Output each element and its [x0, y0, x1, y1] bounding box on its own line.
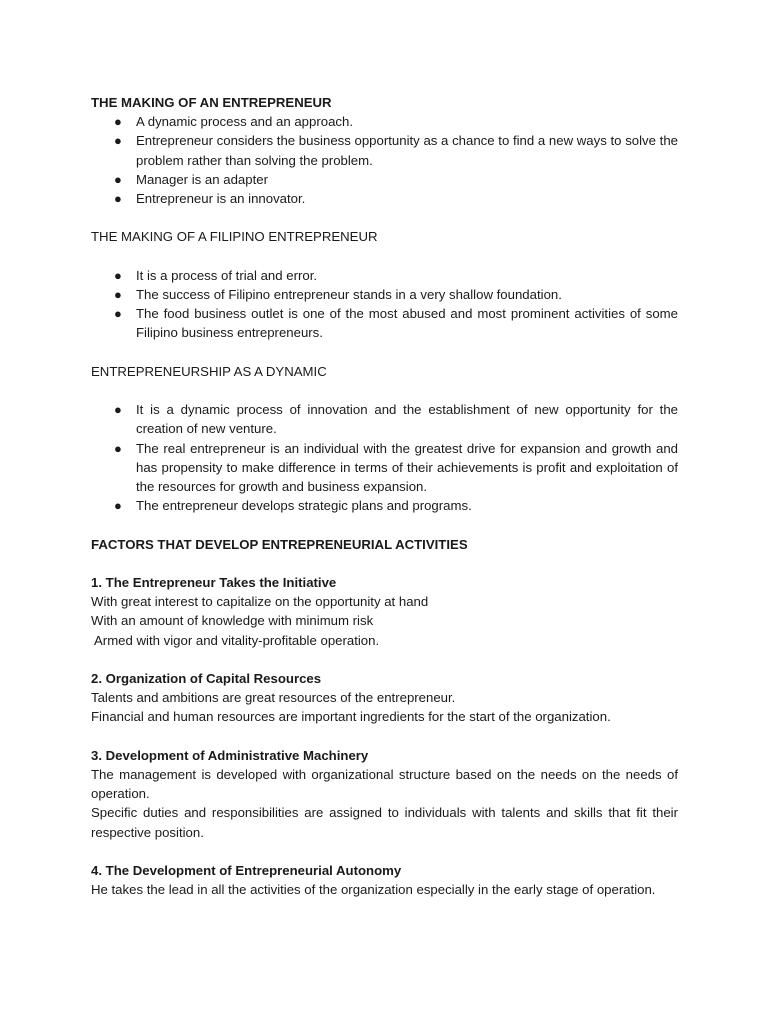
list-item: ● It is a process of trial and error.: [91, 266, 678, 285]
list-item: ● A dynamic process and an approach.: [91, 112, 678, 131]
list-item: ● The food business outlet is one of the most abused and most prominent activities of some Filipino business entrepreneurs.: [114, 306, 678, 341]
bullet-icon: ●: [114, 402, 122, 418]
factor-heading-2: 2. Organization of Capital Resources: [91, 670, 322, 686]
bullet-icon: ●: [114, 287, 122, 302]
factor-1-line-2: With an amount of knowledge with minimum risk: [91, 613, 374, 629]
bullet-icon: ●: [114, 133, 122, 149]
factor-heading-4: 4. The Development of Entrepreneurial Autonomy: [91, 862, 402, 878]
factor-heading-3: 3. Development of Administrative Machinery: [91, 747, 369, 763]
section-title-filipino-entrepreneur: THE MAKING OF A FILIPINO ENTREPRENEUR: [91, 229, 378, 245]
section-title-factors: FACTORS THAT DEVELOP ENTREPRENEURIAL ACTIVITIES: [91, 536, 468, 552]
bullet-list-entrepreneurship-dynamic: [91, 400, 678, 515]
factor-heading-1: 1. The Entrepreneur Takes the Initiative: [91, 574, 337, 590]
list-item: ● The success of Filipino entrepreneur stands in a very shallow foundation.: [91, 285, 678, 304]
bullet-icon: ●: [114, 171, 122, 187]
list-item: ● The entrepreneur develops strategic plans and programs.: [91, 496, 678, 515]
section-title-making-of-entrepreneur: THE MAKING OF AN ENTREPRENEUR: [91, 95, 332, 110]
factor-3-line-2: Specific duties and responsibilities are assigned to individuals with talents and skills that fit their respective position.: [91, 805, 678, 840]
bullet-icon: ●: [114, 498, 122, 514]
factor-3-line-1: The management is developed with organizational structure based on the needs on the needs of operation.: [91, 766, 678, 802]
factor-1-line-3: Armed with vigor and vitality-profitable operation.: [94, 632, 380, 648]
bullet-list-making-of-entrepreneur: [91, 112, 678, 208]
bullet-icon: ●: [114, 114, 122, 130]
bullet-icon: ●: [114, 267, 122, 283]
factor-2-line-2: Financial and human resources are important ingredients for the start of the organization.: [91, 709, 611, 725]
list-item: ● Entrepreneur considers the business opportunity as a chance to find a new ways to solve the problem rather than solving the problem.: [114, 133, 678, 168]
bullet-icon: ●: [114, 306, 122, 322]
list-item: ● Manager is an adapter: [91, 170, 678, 189]
bullet-icon: ●: [114, 440, 122, 456]
bullet-icon: ●: [114, 191, 122, 207]
section-title-entrepreneurship-dynamic: ENTREPRENEURSHIP AS A DYNAMIC: [91, 363, 327, 379]
bullet-list-filipino-entrepreneur: [91, 266, 678, 343]
list-item: ● The real entrepreneur is an individual with the greatest drive for expansion and growth and has propensity to make difference in terms of their achievements is profit and exploitation of the resources for growth and business expansion.: [114, 440, 678, 494]
factor-4-line-1: He takes the lead in all the activities of the organization especially in the early stage of operation.: [91, 882, 656, 898]
document-page: [91, 93, 678, 899]
factor-1-line-1: With great interest to capitalize on the opportunity at hand: [91, 594, 429, 610]
list-item: ● It is a dynamic process of innovation and the establishment of new opportunity for the creation of new venture.: [114, 402, 678, 437]
list-item: ● Entrepreneur is an innovator.: [91, 189, 678, 208]
factor-2-line-1: Talents and ambitions are great resources of the entrepreneur.: [91, 690, 456, 706]
